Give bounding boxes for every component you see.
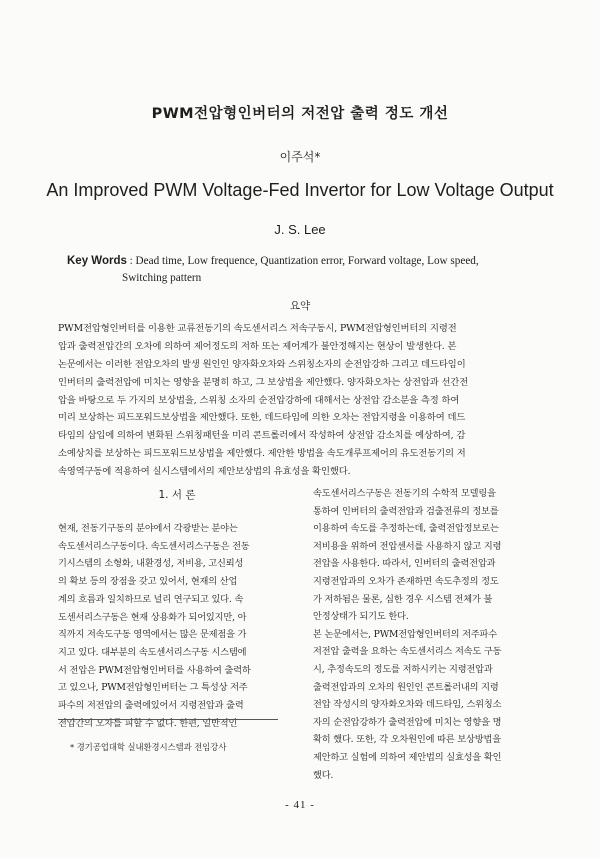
body-line: 저전압 출력을 요하는 속도센서리스 저속도 구동	[313, 646, 502, 658]
abstract-line: 논문에서는 이러한 전압오차의 발생 원인인 양자화오차와 스위칭소자의 순전압강하 그리고 데드타임이	[58, 358, 466, 370]
keywords-first-line: : Dead time, Low frequence, Quantization error, Forward voltage, Low speed,	[129, 255, 479, 267]
body-line: 자의 순전압강하가 출력전압에 미치는 영향을 명	[313, 716, 502, 728]
paper-title-english: An Improved PWM Voltage-Fed Invertor for Low Voltage Output	[46, 180, 554, 200]
abstract-line: 인버터의 출력전압에 미치는 영향을 분명히 하고, 그 보상법을 제안했다. 양자화오차는 상전압과 선간전	[58, 376, 469, 388]
body-line: 도센서리스구동은 현재 상용화가 되어있지만, 아	[58, 611, 247, 623]
abstract-line: 타임의 삽입에 의하여 변화된 스위칭패턴을 미리 콘트롤러에서 작성하여 상전압 감소치를 예상하여, 감	[58, 430, 466, 442]
abstract-line: 속영역구동에 적용하여 실시스템에서의 제안보상법의 유효성을 확인했다.	[58, 466, 351, 478]
keywords-block	[67, 253, 553, 287]
body-column-right	[313, 485, 555, 784]
body-line: 전압 작성시의 양자화오차와 데드타임, 스위칭소	[313, 699, 502, 711]
body-column-left	[58, 520, 298, 732]
body-line: 파수의 저전압의 출력에있어서 지령전압과 출력	[58, 700, 244, 712]
abstract-line: 미리 보상하는 피드포워드보상법을 제안했다. 또한, 데드타임에 의한 오차는 전압지령을 이용하여 데드	[58, 412, 466, 424]
abstract-line: PWM전압형인버터를 이용한 교류전동기의 속도센서리스 저속구동시, PWM전압형인버터의 지령전	[58, 323, 457, 334]
body-line: 전압간의 오차를 피할 수 없다. 한편, 일반적인	[58, 717, 238, 729]
body-line: 직까지 저속도구동 영역에서는 많은 문제점을 가	[58, 629, 247, 641]
body-line: 확히 했다. 또한, 각 오차원인에 따른 보상방법을	[313, 734, 501, 746]
footnote-divider	[58, 719, 278, 720]
body-line: 계의 흐름과 일치하므로 널리 연구되고 있다. 속	[58, 593, 244, 605]
body-line: 본 논문에서는, PWM전압형인버터의 저주파수	[313, 628, 497, 640]
abstract-heading: 요약	[289, 300, 311, 312]
body-line: 저비용을 위하여 전압센서를 사용하지 않고 지령	[313, 540, 502, 552]
body-line: 이용하여 속도를 추정하는데, 출력전압정보로는	[313, 523, 499, 535]
body-line: 제안하고 실험에 의하여 제안법의 실효성을 확인	[313, 751, 502, 763]
abstract-body	[58, 320, 552, 481]
body-line: 했다.	[313, 769, 334, 781]
keywords-second-line: Switching pattern	[122, 272, 202, 284]
body-line: 통하여 인버터의 출력전압과 검출전류의 정보를	[313, 505, 499, 517]
author-affiliation-footnote: * 경기공업대학 실내환경시스템과 전임강사	[70, 742, 227, 752]
body-line: 기시스템의 소형화, 내환경성, 저비용, 고신뢰성	[58, 558, 244, 570]
body-line: 서 전압은 PWM전압형인버터를 사용하여 출력하	[58, 664, 251, 676]
body-line: 속도센서리스구동이다. 속도센서리스구동은 전동	[58, 540, 250, 552]
body-line: 전압을 사용한다. 따라서, 인버터의 출력전압과	[313, 558, 496, 570]
body-line: 의 확보 등의 장점을 갖고 있어서, 현재의 산업	[58, 576, 238, 588]
author-english: J. S. Lee	[274, 222, 326, 237]
page-number: - 41 -	[285, 799, 315, 811]
body-line: 시, 추정속도의 정도를 저하시키는 지령전압과	[313, 663, 493, 675]
body-line: 현재, 전동기구동의 분야에서 각광받는 분야는	[58, 523, 238, 534]
abstract-line: 압과 출력전압간의 오차에 의하여 제어정도의 저하 또는 제어계가 불안정해지는 현상이 발생한다. 본	[58, 340, 457, 352]
body-line: 안정상태가 되기도 한다.	[313, 611, 409, 623]
section-heading-introduction: 1. 서 론	[158, 489, 196, 501]
paper-title-korean: PWM전압형인버터의 저전압 출력 정도 개선	[151, 106, 449, 122]
keywords-label: Key Words	[67, 255, 127, 267]
body-line: 지고 있다. 대부분의 속도센서리스구동 시스템에	[58, 646, 247, 658]
body-line: 고 있으나, PWM전압형인버터는 그 특성상 저주	[58, 682, 248, 694]
body-line: 속도센서리스구동은 전동기의 수학적 모델링을	[313, 488, 496, 499]
abstract-line: 소예상치를 보상하는 피드포워드보상법을 제안했다. 제안한 방법을 속도개루프제어의 유도전동기의 저	[58, 448, 466, 460]
author-korean: 이주석*	[279, 150, 321, 164]
abstract-line: 압을 바탕으로 두 가지의 보상법을, 스위칭 소자의 순전압강하에 대해서는 상전압 감소분을 측정 하여	[58, 394, 460, 406]
body-line: 출력전압과의 오차의 원인인 콘트롤러내의 지령	[313, 681, 499, 693]
body-line: 가 저하됨은 물론, 심한 경우 시스템 전체가 불	[313, 593, 493, 605]
body-line: 지령전압과의 오차가 존재하면 속도추정의 정도	[313, 575, 499, 587]
